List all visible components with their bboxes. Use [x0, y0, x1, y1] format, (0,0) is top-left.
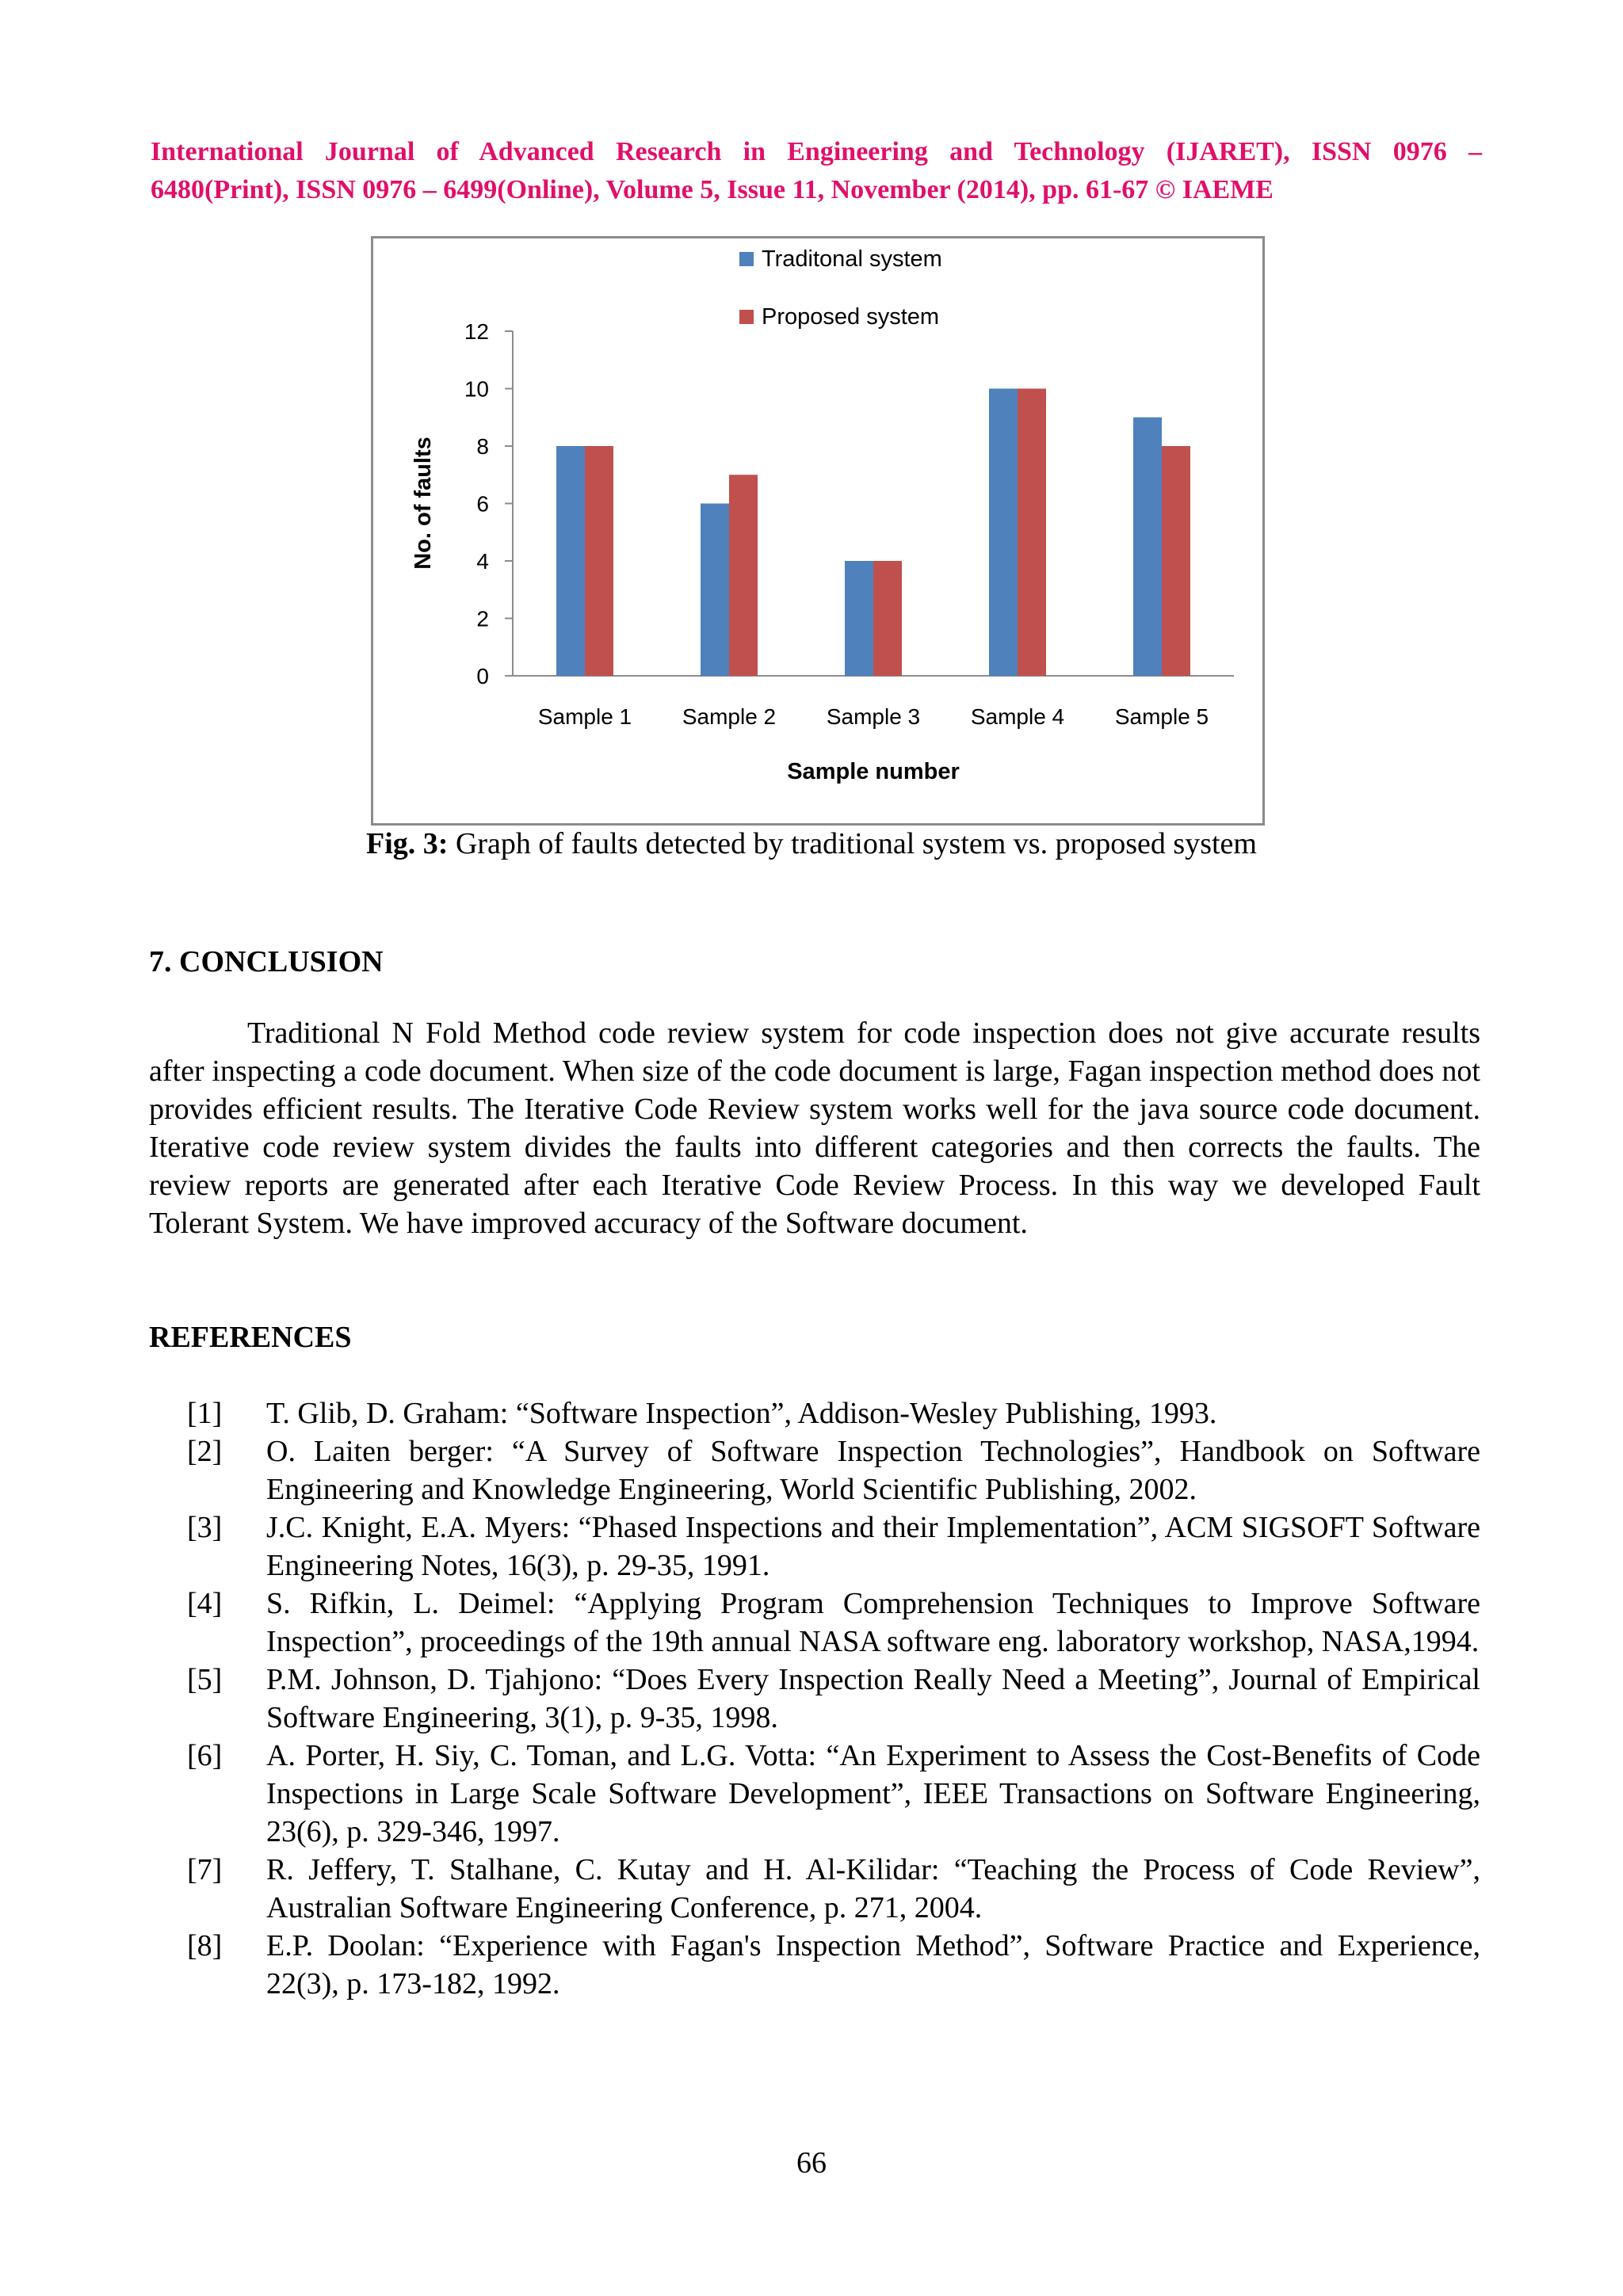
journal-header-line-2: 6480(Print), ISSN 0976 – 6499(Online), Volume 5, Issue 11, November (2014), pp. 61-67 © IAEME	[151, 175, 1274, 204]
legend-label-proposed: Proposed system	[762, 304, 940, 330]
bar-traditional-4	[989, 389, 1018, 677]
figure-caption	[0, 824, 1623, 864]
fault-chart	[371, 236, 1265, 826]
y-axis-title: No. of faults	[411, 437, 436, 570]
x-axis-title: Sample number	[787, 759, 960, 784]
legend-label-traditional: Traditonal system	[762, 246, 942, 272]
reference-number: [1]	[187, 1397, 223, 1430]
x-tick-label: Sample 3	[826, 704, 921, 729]
x-tick-label: Sample 4	[970, 704, 1065, 729]
reference-text: J.C. Knight, E.A. Myers: “Phased Inspections and their Implementation”, ACM SIGSOFT Software Engineering Notes, 16(3), p. 29-35, 1991.	[266, 1511, 1480, 1582]
reference-number: [6]	[187, 1739, 223, 1772]
figure-caption-label: Fig. 3:	[366, 827, 449, 860]
legend-swatch-traditional	[739, 252, 754, 266]
reference-number: [8]	[187, 1929, 223, 1962]
y-tick-label: 4	[476, 549, 489, 574]
reference-text: P.M. Johnson, D. Tjahjono: “Does Every Inspection Really Need a Meeting”, Journal of Empirical Software Engineering, 3(1), p. 9-35, 1998.	[266, 1663, 1480, 1734]
references-heading: REFERENCES	[149, 1321, 352, 1354]
reference-text: S. Rifkin, L. Deimel: “Applying Program Comprehension Techniques to Improve Software Inspection”, proceedings of the 19th annual NASA software eng. laboratory workshop, NASA,1994.	[266, 1587, 1480, 1658]
x-tick-label: Sample 1	[537, 704, 632, 729]
y-tick-label: 8	[476, 434, 489, 459]
reference-number: [4]	[187, 1587, 223, 1620]
reference-number: [7]	[187, 1853, 223, 1886]
y-tick-label: 6	[476, 491, 489, 517]
reference-item	[149, 1661, 1480, 1737]
reference-number: [5]	[187, 1663, 223, 1696]
reference-item	[149, 1737, 1480, 1851]
bar-proposed-1	[585, 446, 613, 676]
reference-text: O. Laiten berger: “A Survey of Software Inspection Technologies”, Handbook on Software Engineering and Knowledge Engineering, World Scientific Publishing, 2002.	[266, 1435, 1480, 1506]
reference-item	[149, 1927, 1480, 2003]
y-tick-label: 2	[476, 606, 489, 631]
bar-proposed-3	[873, 561, 902, 676]
x-tick-label: Sample 5	[1114, 704, 1209, 729]
reference-item	[149, 1432, 1480, 1508]
bar-traditional-2	[701, 504, 729, 677]
y-tick-label: 12	[464, 319, 489, 344]
bar-proposed-2	[729, 475, 758, 676]
reference-number: [2]	[187, 1435, 223, 1468]
reference-item	[149, 1394, 1480, 1432]
reference-text: T. Glib, D. Graham: “Software Inspection”, Addison-Wesley Publishing, 1993.	[266, 1397, 1217, 1430]
y-tick-label: 10	[464, 376, 489, 402]
x-tick-label: Sample 2	[682, 704, 777, 729]
bar-traditional-1	[556, 446, 585, 676]
legend-swatch-proposed	[739, 310, 754, 324]
references-list	[149, 1394, 1480, 2003]
journal-header-line-1: International Journal of Advanced Research in Engineering and Technology (IJARET), ISSN 0976 –	[151, 137, 1482, 166]
reference-text: A. Porter, H. Siy, C. Toman, and L.G. Votta: “An Experiment to Assess the Cost-Benefits of Code Inspections in Large Scale Software Development”, IEEE Transactions on Software Engineering, 23(6), p. 329-346, 1997.	[266, 1739, 1480, 1848]
reference-number: [3]	[187, 1511, 223, 1544]
conclusion-heading: 7. CONCLUSION	[149, 945, 384, 978]
bar-proposed-5	[1162, 446, 1190, 676]
journal-header	[151, 133, 1482, 209]
reference-item	[149, 1508, 1480, 1585]
bar-proposed-4	[1018, 389, 1046, 677]
reference-item	[149, 1851, 1480, 1927]
fault-chart-svg	[373, 238, 1262, 823]
reference-item	[149, 1585, 1480, 1661]
y-tick-label: 0	[476, 664, 489, 688]
bar-traditional-3	[845, 561, 873, 676]
conclusion-paragraph: Traditional N Fold Method code review system for code inspection does not give accurate results after inspecting a code document. When size of the code document is large, Fagan inspection method does not provides efficient results. The Iterative Code Review system works well for the java source code document. Iterative code review system divides the faults into different categories and then corrects the faults. The review reports are generated after each Iterative Code Review Process. In this way we developed Fault Tolerant System. We have improved accuracy of the Software document.	[149, 1016, 1480, 1240]
reference-text: R. Jeffery, T. Stalhane, C. Kutay and H. Al-Kilidar: “Teaching the Process of Code Review”, Australian Software Engineering Conference, p. 271, 2004.	[266, 1853, 1480, 1924]
reference-text: E.P. Doolan: “Experience with Fagan's Inspection Method”, Software Practice and Experience, 22(3), p. 173-182, 1992.	[266, 1929, 1480, 2000]
page-number: 66	[796, 2146, 827, 2180]
bar-traditional-5	[1133, 418, 1162, 676]
figure-caption-text: Graph of faults detected by traditional system vs. proposed system	[448, 827, 1257, 860]
